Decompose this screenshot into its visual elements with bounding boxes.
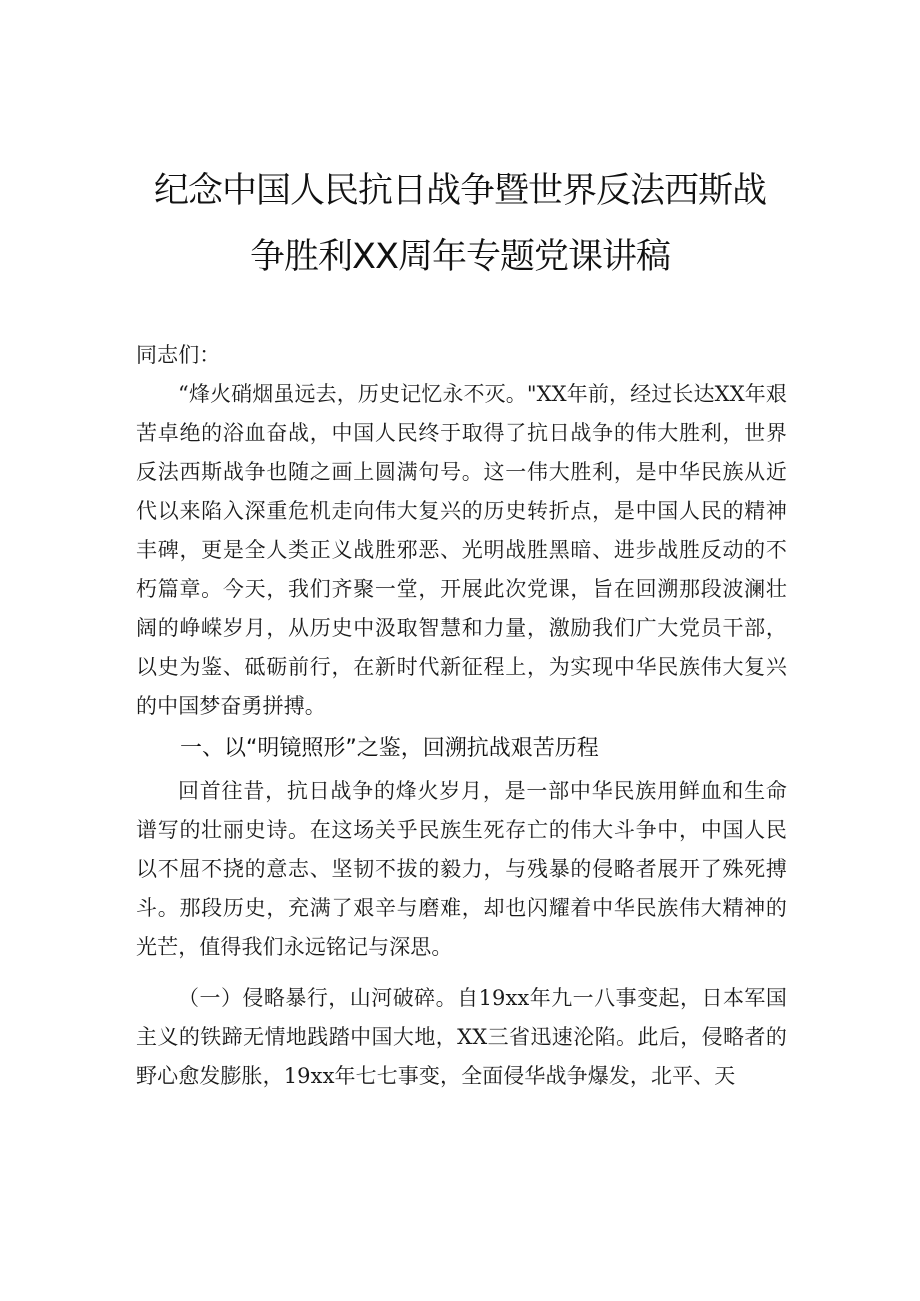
title-line-1: 纪念中国人民抗日战争暨世界反法西斯战: [153, 171, 766, 211]
section-heading-1: 一、以“明镜照形”之鉴，回溯抗战艰苦历程: [180, 736, 599, 761]
paragraph-section-1: 回首往昔，抗日战争的烽火岁月，是一部中华民族用鲜血和生命谱写的壮丽史诗。在这场关乎民族生死存亡的伟大斗争中，中国人民以不屈不挠的意志、坚韧不拔的毅力，与残暴的侵略者展开了殊死搏斗。那段历史，充满了艰辛与磨难，却也闪耀着中华民族伟大精神的光芒，值得我们永远铭记与深思。: [136, 779, 787, 959]
title-line-2: 争胜利XX周年专题党课讲稿: [250, 237, 670, 277]
paragraph-intro: “烽火硝烟虽远去，历史记忆永不灭。"XX年前，经过长达XX年艰苦卓绝的浴血奋战，中国人民终于取得了抗日战争的伟大胜利，世界反法西斯战争也随之画上圆满句号。这一伟大胜利，是中华民族从近代以来陷入深重危机走向伟大复兴的历史转折点，是中国人民的精神丰碑，更是全人类正义战胜邪恶、光明战胜黑暗、进步战胜反动的不朽篇章。今天，我们齐聚一堂，开展此次党课，旨在回溯那段波澜壮阔的峥嵘岁月，从历史中汲取智慧和力量，激励我们广大党员干部，以史为鉴、砥砺前行，在新时代新征程上，为实现中华民族伟大复兴的中国梦奋勇拼搏。: [136, 382, 787, 718]
document-title: [0, 158, 920, 290]
salutation: 同志们：: [136, 343, 221, 367]
document-body: [136, 336, 787, 1096]
paragraph-subsection-1: （一）侵略暴行，山河破碎。自19xx年九一八事变起，日本军国主义的铁蹄无情地践踏中国大地，XX三省迅速沦陷。此后，侵略者的野心愈发膨胀，19xx年七七事变，全面侵华战争爆发，北平、天: [136, 986, 787, 1088]
